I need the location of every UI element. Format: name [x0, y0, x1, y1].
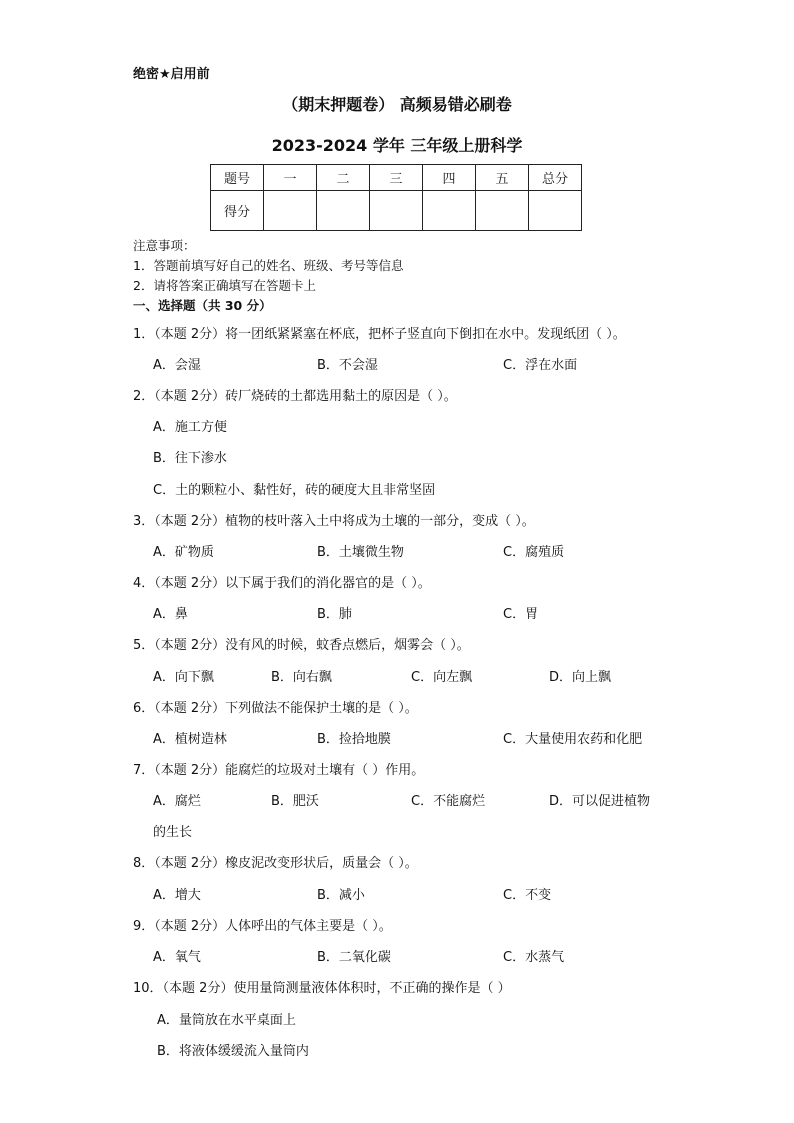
score-header-cell: 二 [317, 165, 370, 191]
q9-option-a[interactable]: A．氧气 [153, 950, 201, 965]
q6-option-a[interactable]: A．植树造林 [153, 732, 227, 747]
q7-option-d[interactable]: D．可以促进植物 [549, 794, 651, 809]
q4-option-c[interactable]: C．胃 [503, 607, 539, 622]
q5-option-d[interactable]: D．向上飘 [549, 670, 612, 685]
confidential-label: 绝密★启用前 [133, 67, 210, 82]
q10-option-a[interactable]: A．量筒放在水平桌面上 [157, 1013, 296, 1028]
q9-option-b[interactable]: B．二氧化碳 [317, 950, 391, 965]
score-header-cell: 题号 [211, 165, 264, 191]
q1-option-a[interactable]: A．会湿 [153, 358, 201, 373]
q5-option-b[interactable]: B．向右飘 [271, 670, 332, 685]
q5-option-a[interactable]: A．向下飘 [153, 670, 214, 685]
question-4: 4．（本题 2分）以下属于我们的消化器官的是（ ）。 [133, 576, 431, 591]
score-cell[interactable] [529, 191, 582, 231]
score-header-cell: 一 [264, 165, 317, 191]
q5-option-c[interactable]: C．向左飘 [411, 670, 473, 685]
q7-option-a[interactable]: A．腐烂 [153, 794, 201, 809]
q3-option-c[interactable]: C．腐殖质 [503, 545, 565, 560]
q8-option-b[interactable]: B．减小 [317, 888, 365, 903]
score-cell[interactable] [317, 191, 370, 231]
q1-option-b[interactable]: B．不会湿 [317, 358, 378, 373]
q8-option-a[interactable]: A．增大 [153, 888, 201, 903]
q1-option-c[interactable]: C．浮在水面 [503, 358, 578, 373]
score-table-header-row [211, 165, 582, 191]
q7-option-b[interactable]: B．肥沃 [271, 794, 319, 809]
exam-title: （期末押题卷） 高频易错必刷卷 [282, 95, 512, 114]
score-header-cell: 五 [476, 165, 529, 191]
q3-option-b[interactable]: B．土壤微生物 [317, 545, 404, 560]
q7-option-c[interactable]: C．不能腐烂 [411, 794, 486, 809]
question-10: 10．（本题 2分）使用量筒测量液体体积时，不正确的操作是（ ） [133, 981, 511, 996]
score-cell[interactable] [476, 191, 529, 231]
question-2: 2．（本题 2分）砖厂烧砖的土都选用黏土的原因是（ ）。 [133, 389, 457, 404]
question-1: 1．（本题 2分）将一团纸紧紧塞在杯底，把杯子竖直向下倒扣在水中。发现纸团（ ）。 [133, 327, 626, 342]
q3-option-a[interactable]: A．矿物质 [153, 545, 214, 560]
q2-option-c[interactable]: C．土的颗粒小、黏性好，砖的硬度大且非常坚固 [153, 483, 436, 498]
question-3: 3．（本题 2分）植物的枝叶落入土中将成为土壤的一部分，变成（ ）。 [133, 514, 535, 529]
question-9: 9．（本题 2分）人体呼出的气体主要是（ ）。 [133, 919, 392, 934]
score-cell[interactable] [423, 191, 476, 231]
score-header-cell: 四 [423, 165, 476, 191]
question-7: 7．（本题 2分）能腐烂的垃圾对土壤有（ ）作用。 [133, 763, 425, 778]
q4-option-a[interactable]: A．鼻 [153, 607, 188, 622]
notes-item: 2．请将答案正确填写在答题卡上 [133, 278, 316, 293]
q6-option-c[interactable]: C．大量使用农药和化肥 [503, 732, 643, 747]
question-8: 8．（本题 2分）橡皮泥改变形状后，质量会（ ）。 [133, 856, 418, 871]
score-header-cell: 三 [370, 165, 423, 191]
notes-block [133, 236, 403, 296]
q7-option-d-continuation: 的生长 [153, 825, 193, 840]
section-heading: 一、选择题（共 30 分） [133, 298, 272, 313]
q9-option-c[interactable]: C．水蒸气 [503, 950, 565, 965]
score-header-cell: 总分 [529, 165, 582, 191]
notes-title: 注意事项： [133, 238, 196, 253]
question-6: 6．（本题 2分）下列做法不能保护土壤的是（ ）。 [133, 701, 418, 716]
score-table-score-row [211, 191, 582, 231]
score-row-label: 得分 [211, 191, 264, 231]
q6-option-b[interactable]: B．捡拾地膜 [317, 732, 391, 747]
question-5: 5．（本题 2分）没有风的时候，蚊香点燃后，烟雾会（ ）。 [133, 638, 470, 653]
notes-item: 1．答题前填写好自己的姓名、班级、考号等信息 [133, 258, 404, 273]
score-cell[interactable] [264, 191, 317, 231]
q10-option-b[interactable]: B．将液体缓缓流入量筒内 [157, 1044, 309, 1059]
score-table [210, 164, 582, 231]
score-cell[interactable] [370, 191, 423, 231]
exam-subtitle: 2023-2024 学年 三年级上册科学 [271, 136, 523, 155]
q2-option-b[interactable]: B．往下渗水 [153, 451, 227, 466]
q2-option-a[interactable]: A．施工方便 [153, 420, 227, 435]
q4-option-b[interactable]: B．肺 [317, 607, 352, 622]
q8-option-c[interactable]: C．不变 [503, 888, 552, 903]
